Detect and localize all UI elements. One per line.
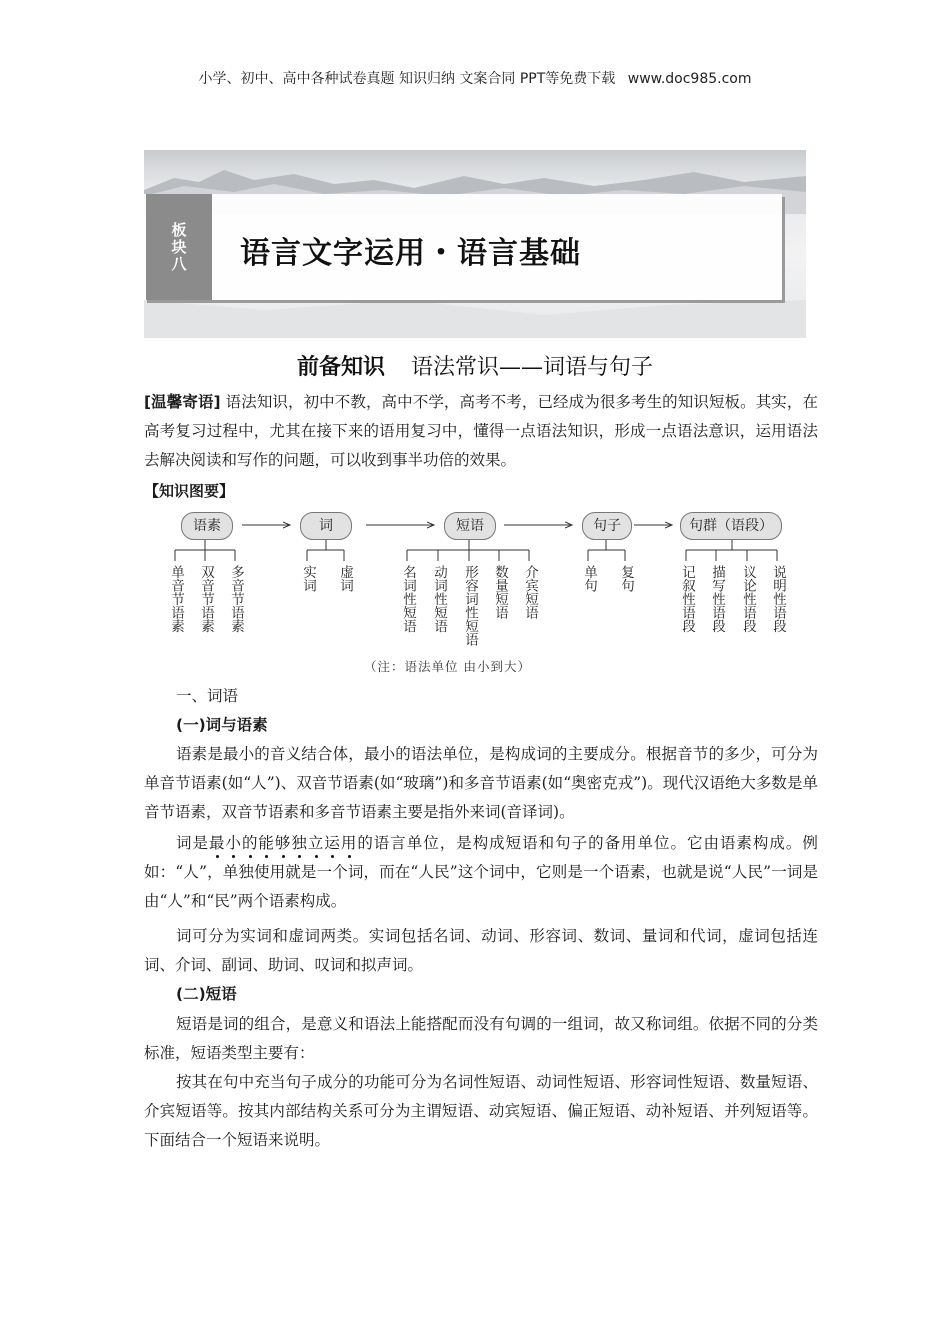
knowledge-map-diagram: [144, 505, 804, 680]
node-phrase: 短语: [444, 512, 496, 540]
leaf-complex-sentence: 复句: [618, 565, 634, 592]
leaf-di-morpheme: 双音节语素: [198, 565, 214, 633]
diagram-note: （注：语法单位 由小到大）: [364, 659, 531, 674]
emphasis-char: 最: [208, 834, 226, 852]
intro-label: [温馨寄语]: [144, 393, 221, 411]
leaf-expository-passage: 说明性语段: [770, 565, 786, 633]
emphasis-char: 小: [225, 834, 242, 852]
section-title: 语言文字运用・语言基础: [240, 236, 581, 271]
node-sentence-group: 句群（语段）: [680, 512, 782, 540]
paragraph-word-pre: 词是: [176, 834, 209, 852]
section-banner: [144, 150, 806, 338]
paragraph-word: [144, 829, 818, 916]
header-site[interactable]: www.doc985.com: [627, 71, 752, 87]
intro-text: 语法知识，初中不教，高中不学，高考不考，已经成为很多考生的知识短板。其实，在高考复习过程中，尤其在接下来的语用复习中，懂得一点语法知识，形成一点语法意识，运用语法去解决阅读和写作的问题，可以收到事半功倍的效果。: [144, 393, 818, 469]
emphasis-char: 立: [307, 834, 325, 852]
paragraph-word-post: 的语言单位，是构成短语和句子的备用单位。它由语素构成。例如：“人”，单独使用就是一个词，而在“人民”这个词中，它则是一个语素，也就是说“人民”一词是由“人”和“民”两个语素构成。: [144, 834, 818, 910]
knowledge-map-label: 【知识图要】: [144, 482, 235, 500]
subsection-heading-2: (二)短语: [176, 985, 237, 1003]
paragraph-morpheme: 语素是最小的音义结合体，最小的语法单位，是构成词的主要成分。根据音节的多少，可分为单音节语素(如“人”)、双音节语素(如“玻璃”)和多音节语素(如“奥密克戎”)。现代汉语绝大多数是单音节语素，双音节语素和多音节语素主要是指外来词(音译词)。: [144, 745, 818, 821]
section-heading: 一、词语: [176, 687, 239, 705]
section-tag: 板块八: [146, 194, 212, 300]
paragraph-word-classes: 词可分为实词和虚词两类。实词包括名词、动词、形容词、数词、量词和代词，虚词包括连词、介词、副词、助词、叹词和拟声词。: [144, 927, 818, 974]
emphasis-char: 运: [324, 834, 341, 852]
header-slogan: 小学、初中、高中各种试卷真题 知识归纳 文案合同 PPT等免费下载: [198, 71, 616, 87]
leaf-mono-morpheme: 单音节语素: [168, 565, 184, 633]
page-title-part-b: 语法常识——词语与句子: [411, 355, 654, 380]
emphasis-char: 的: [241, 834, 259, 852]
leaf-content-word: 实词: [300, 565, 316, 592]
leaf-function-word: 虚词: [337, 565, 353, 592]
leaf-narrative-passage: 记叙性语段: [679, 565, 695, 633]
page-header: [0, 68, 950, 88]
emphasis-char: 独: [291, 834, 308, 852]
page-title: [0, 350, 950, 381]
leaf-quantity-phrase: 数量短语: [492, 565, 508, 619]
leaf-poly-morpheme: 多音节语素: [228, 565, 244, 633]
leaf-noun-phrase: 名词性短语: [400, 565, 416, 633]
leaf-descriptive-passage: 描写性语段: [709, 565, 725, 633]
page-title-part-a: 前备知识: [296, 355, 385, 380]
leaf-prepositional-phrase: 介宾短语: [522, 565, 538, 619]
paragraph-phrase: 短语是词的组合，是意义和语法上能搭配而没有句调的一组词，故又称词组。依据不同的分类标准，短语类型主要有：: [144, 1015, 818, 1062]
paragraph-phrase-types: 按其在句中充当句子成分的功能可分为名词性短语、动词性短语、形容词性短语、数量短语、介宾短语等。按其内部结构关系可分为主谓短语、动宾短语、偏正短语、动补短语、并列短语等。下面结合一个短语来说明。: [144, 1073, 818, 1149]
intro-paragraph: [144, 388, 818, 475]
emphasis-char: 能: [258, 834, 275, 852]
node-morpheme: 语素: [181, 512, 233, 540]
leaf-argumentative-passage: 议论性语段: [740, 565, 756, 633]
emphasis-char: 用: [340, 834, 358, 852]
node-word: 词: [300, 512, 352, 540]
leaf-adjective-phrase: 形容词性短语: [462, 565, 478, 646]
leaf-simple-sentence: 单句: [581, 565, 597, 592]
emphasis-char: 够: [274, 834, 292, 852]
node-sentence: 句子: [582, 512, 632, 540]
leaf-verb-phrase: 动词性短语: [431, 565, 447, 633]
subsection-heading-1: (一)词与语素: [176, 716, 268, 734]
